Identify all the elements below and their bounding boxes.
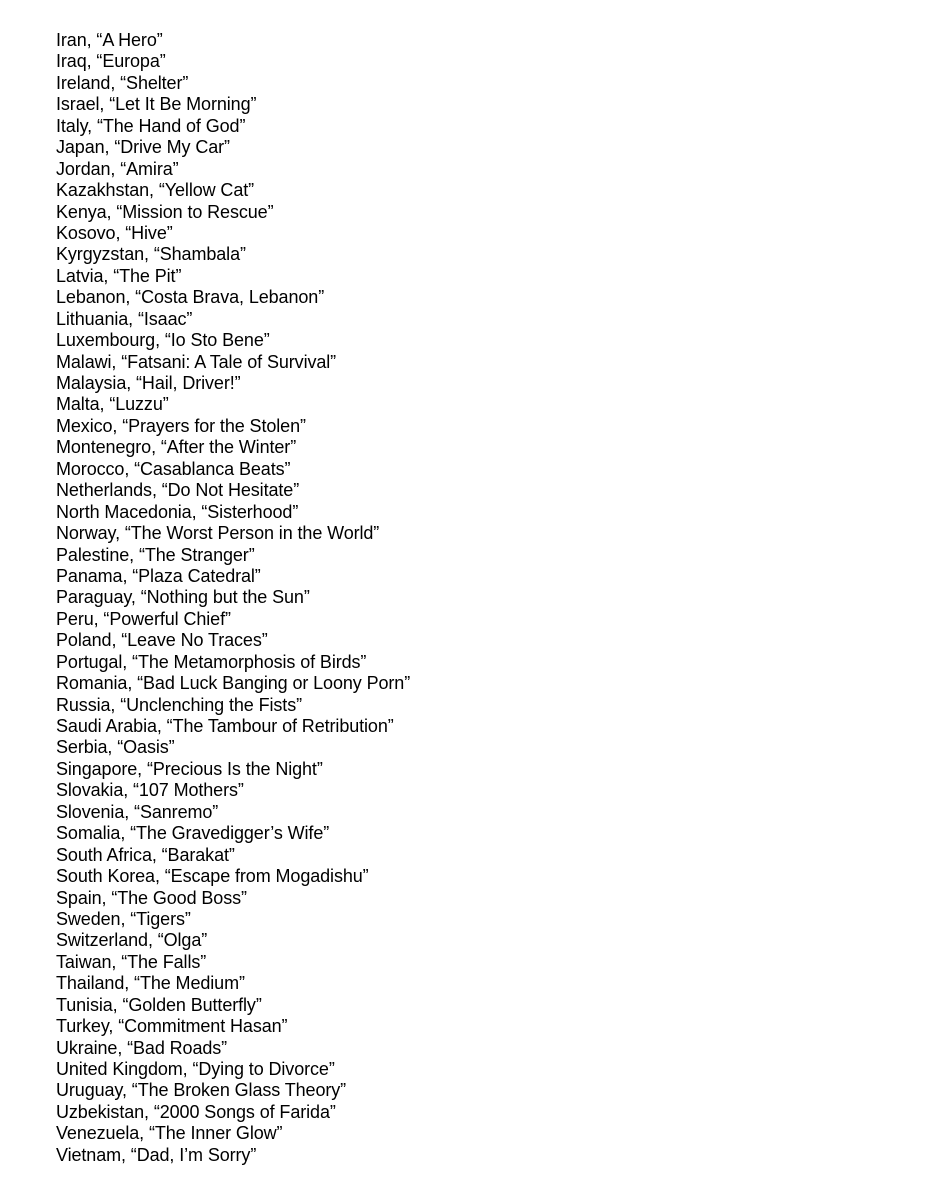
list-item: Poland, “Leave No Traces” xyxy=(56,630,268,651)
list-item: Peru, “Powerful Chief” xyxy=(56,608,231,629)
list-item: Italy, “The Hand of God” xyxy=(56,115,246,136)
list-item: Romania, “Bad Luck Banging or Loony Porn” xyxy=(56,673,411,694)
list-item: Slovenia, “Sanremo” xyxy=(56,801,219,822)
list-item: Kazakhstan, “Yellow Cat” xyxy=(56,180,255,201)
list-item: Netherlands, “Do Not Hesitate” xyxy=(56,480,300,501)
list-item: Israel, “Let It Be Morning” xyxy=(56,94,257,115)
list-item: Paraguay, “Nothing but the Sun” xyxy=(56,587,310,608)
list-item: Venezuela, “The Inner Glow” xyxy=(56,1123,283,1144)
list-item: North Macedonia, “Sisterhood” xyxy=(56,501,299,522)
list-item: Tunisia, “Golden Butterfly” xyxy=(56,994,262,1015)
list-item: Montenegro, “After the Winter” xyxy=(56,437,297,458)
list-item: Iraq, “Europa” xyxy=(56,51,166,72)
list-item: Turkey, “Commitment Hasan” xyxy=(56,1016,288,1037)
list-item: Portugal, “The Metamorphosis of Birds” xyxy=(56,651,367,672)
list-item: South Korea, “Escape from Mogadishu” xyxy=(56,866,369,887)
list-item: Kyrgyzstan, “Shambala” xyxy=(56,244,246,265)
list-item: Morocco, “Casablanca Beats” xyxy=(56,458,291,479)
list-item: Lebanon, “Costa Brava, Lebanon” xyxy=(56,287,325,308)
list-item: Kenya, “Mission to Rescue” xyxy=(56,201,274,222)
list-item: Malawi, “Fatsani: A Tale of Survival” xyxy=(56,351,337,372)
list-item: Vietnam, “Dad, I’m Sorry” xyxy=(56,1144,257,1165)
list-item: Saudi Arabia, “The Tambour of Retribution” xyxy=(56,716,394,736)
list-item: Palestine, “The Stranger” xyxy=(56,544,255,565)
list-item: Norway, “The Worst Person in the World” xyxy=(56,523,380,544)
list-item: Malta, “Luzzu” xyxy=(56,394,169,415)
list-item: Serbia, “Oasis” xyxy=(56,737,175,758)
list-item: Thailand, “The Medium” xyxy=(56,973,245,994)
list-item: Uruguay, “The Broken Glass Theory” xyxy=(56,1080,347,1101)
list-item: Spain, “The Good Boss” xyxy=(56,887,247,908)
list-item: Malaysia, “Hail, Driver!” xyxy=(56,373,241,393)
list-item: Japan, “Drive My Car” xyxy=(56,137,230,158)
list-item: Ireland, “Shelter” xyxy=(56,72,189,93)
list-item: United Kingdom, “Dying to Divorce” xyxy=(56,1059,335,1079)
list-item: Kosovo, “Hive” xyxy=(56,222,173,243)
list-item: Switzerland, “Olga” xyxy=(56,930,208,951)
list-item: Uzbekistan, “2000 Songs of Farida” xyxy=(56,1101,336,1122)
list-item: Taiwan, “The Falls” xyxy=(56,951,207,972)
list-item: Panama, “Plaza Catedral” xyxy=(56,565,261,586)
list-item: Luxembourg, “Io Sto Bene” xyxy=(56,330,270,351)
list-item: Sweden, “Tigers” xyxy=(56,908,191,929)
list-item: Slovakia, “107 Mothers” xyxy=(56,780,244,801)
list-item: South Africa, “Barakat” xyxy=(56,844,235,865)
list-item: Iran, “A Hero” xyxy=(56,30,163,50)
list-item: Ukraine, “Bad Roads” xyxy=(56,1037,228,1058)
list-item: Russia, “Unclenching the Fists” xyxy=(56,694,302,715)
list-item: Lithuania, “Isaac” xyxy=(56,308,193,329)
list-item: Latvia, “The Pit” xyxy=(56,265,182,286)
list-item: Mexico, “Prayers for the Stolen” xyxy=(56,415,306,436)
list-item: Singapore, “Precious Is the Night” xyxy=(56,758,323,779)
list-item: Jordan, “Amira” xyxy=(56,158,179,179)
list-item: Somalia, “The Gravedigger’s Wife” xyxy=(56,823,330,844)
country-film-list xyxy=(56,30,410,1166)
